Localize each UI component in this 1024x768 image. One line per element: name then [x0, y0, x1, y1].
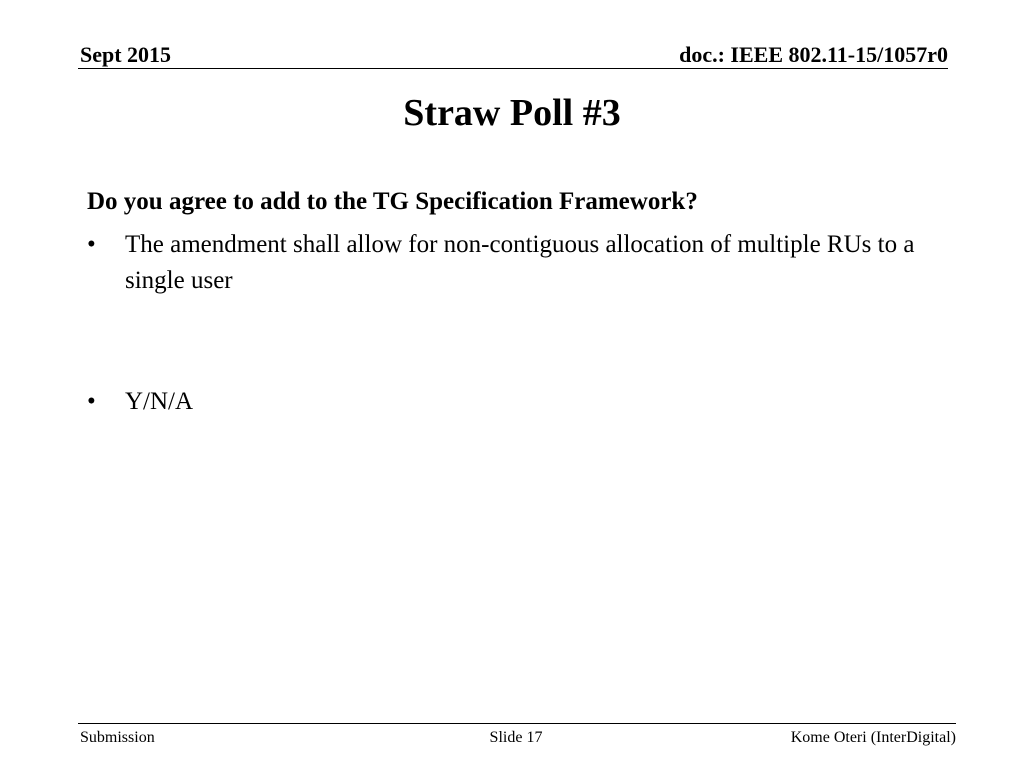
slide-title: Straw Poll #3	[403, 92, 621, 134]
bullet-marker: •	[87, 388, 96, 415]
poll-question: Do you agree to add to the TG Specification Framework?	[87, 188, 698, 215]
footer-submission: Submission	[80, 729, 155, 746]
footer-slide-number: Slide 17	[489, 729, 543, 746]
footer-author: Kome Oteri (InterDigital)	[790, 729, 956, 746]
bullet-item	[87, 384, 947, 420]
bullet-text: Y/N/A	[125, 388, 194, 415]
header-doc-id: doc.: IEEE 802.11-15/1057r0	[679, 42, 948, 67]
bullet-item	[87, 227, 947, 301]
footer-divider	[78, 723, 956, 724]
header-divider	[78, 68, 948, 69]
header-date: Sept 2015	[80, 42, 172, 67]
bullet-text: The amendment shall allow for non-contiguous allocation of multiple RUs to a single user	[125, 231, 915, 294]
bullet-marker: •	[87, 231, 96, 258]
